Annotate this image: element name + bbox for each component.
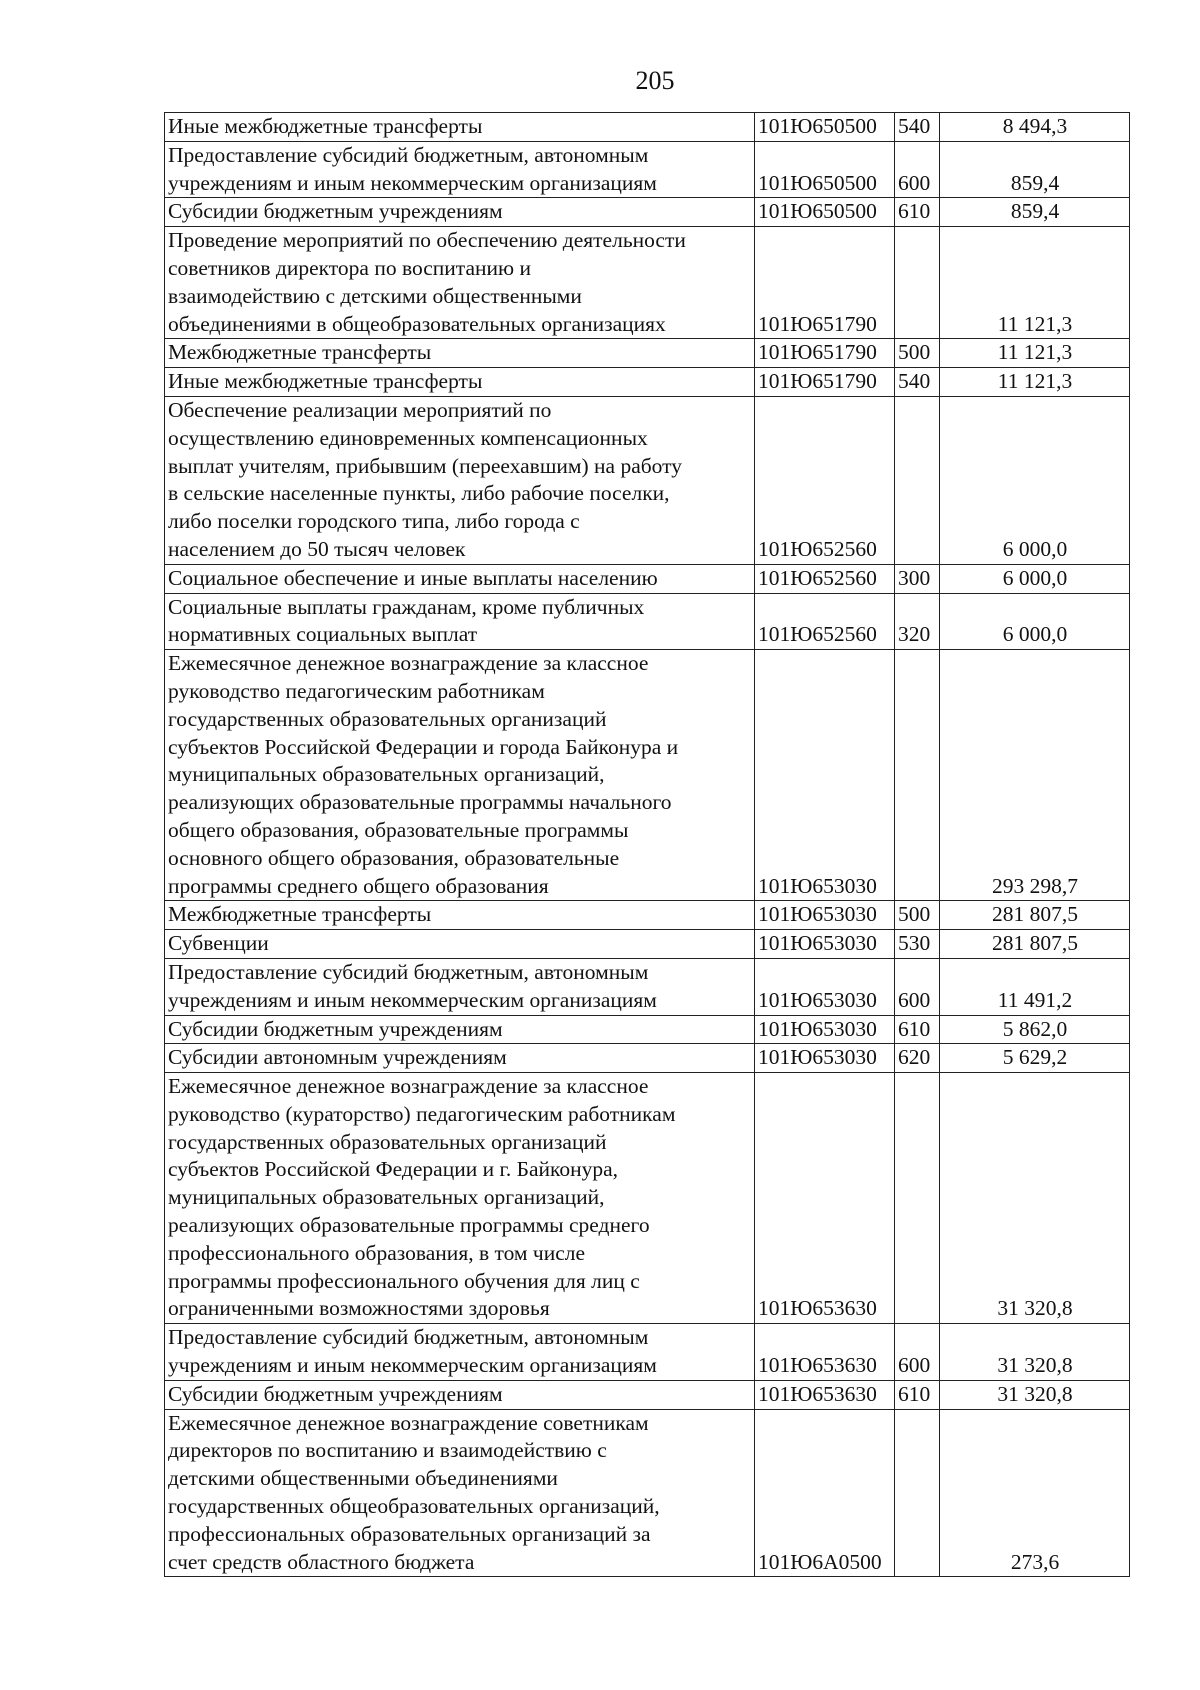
- expense-type-code-cell: 610: [895, 198, 940, 227]
- expense-name-cell: [165, 339, 755, 368]
- table-row: [165, 227, 1130, 339]
- amount-cell: 273,6: [940, 1409, 1130, 1577]
- expense-type-code-cell: 600: [895, 141, 940, 198]
- expense-name-line: государственных общеобразовательных организаций,: [168, 1494, 660, 1519]
- expense-type-code-cell: 530: [895, 930, 940, 959]
- amount-cell: 6 000,0: [940, 564, 1130, 593]
- target-article-code-cell: 101Ю651790: [755, 339, 895, 368]
- expense-name-line: Обеспечение реализации мероприятий по: [168, 397, 552, 422]
- amount-cell: 5 862,0: [940, 1015, 1130, 1044]
- expense-name-line: программы среднего общего образования: [168, 873, 549, 898]
- expense-name-line: Субсидии автономным учреждениям: [168, 1045, 507, 1070]
- target-article-code-cell: 101Ю653630: [755, 1324, 895, 1381]
- expense-name-cell: [165, 564, 755, 593]
- expense-name-line: Иные межбюджетные трансферты: [168, 114, 483, 138]
- table-row: [165, 113, 1130, 142]
- expense-name-line: населением до 50 тысяч человек: [168, 536, 466, 561]
- expense-name-line: ограниченными возможностями здоровья: [168, 1296, 550, 1321]
- expense-name-line: Субсидии бюджетным учреждениям: [168, 1016, 503, 1041]
- expense-name-line: Иные межбюджетные трансферты: [168, 369, 483, 394]
- budget-table: [164, 112, 1130, 1577]
- table-row: [165, 141, 1130, 198]
- expense-name-cell: [165, 1073, 755, 1324]
- expense-name-cell: [165, 958, 755, 1015]
- expense-type-code-cell: 300: [895, 564, 940, 593]
- expense-name-line: в сельские населенные пункты, либо рабочие поселки,: [168, 481, 670, 506]
- expense-name-line: советников директора по воспитанию и: [168, 255, 531, 280]
- amount-cell: 11 121,3: [940, 227, 1130, 339]
- expense-name-line: муниципальных образовательных организаций,: [168, 1185, 605, 1210]
- expense-name-cell: [165, 593, 755, 650]
- expense-name-line: общего образования, образовательные программы: [168, 817, 629, 842]
- target-article-code-cell: 101Ю653030: [755, 958, 895, 1015]
- expense-name-line: субъектов Российской Федерации и города Байконура и: [168, 734, 679, 759]
- expense-name-line: директоров по воспитанию и взаимодействию с: [168, 1438, 607, 1463]
- expense-name-line: нормативных социальных выплат: [168, 622, 478, 647]
- expense-name-line: либо поселки городского типа, либо города с: [168, 509, 580, 534]
- target-article-code-cell: 101Ю653030: [755, 901, 895, 930]
- amount-cell: 859,4: [940, 198, 1130, 227]
- table-row: [165, 1409, 1130, 1577]
- expense-name-cell: [165, 1324, 755, 1381]
- expense-name-cell: [165, 227, 755, 339]
- expense-type-code-cell: 540: [895, 113, 940, 142]
- table-row: [165, 901, 1130, 930]
- expense-name-cell: [165, 113, 755, 142]
- amount-cell: 8 494,3: [940, 113, 1130, 142]
- expense-name-line: Предоставление субсидий бюджетным, автономным: [168, 1325, 649, 1350]
- expense-type-code-cell: 620: [895, 1044, 940, 1073]
- table-row: [165, 198, 1130, 227]
- target-article-code-cell: 101Ю650500: [755, 198, 895, 227]
- expense-name-line: выплат учителям, прибывшим (переехавшим) на работу: [168, 453, 683, 478]
- expense-name-line: осуществлению единовременных компенсационных: [168, 425, 648, 450]
- target-article-code-cell: 101Ю652560: [755, 593, 895, 650]
- target-article-code-cell: 101Ю653630: [755, 1073, 895, 1324]
- target-article-code-cell: 101Ю653030: [755, 1044, 895, 1073]
- expense-name-cell: [165, 930, 755, 959]
- target-article-code-cell: 101Ю653030: [755, 930, 895, 959]
- expense-name-line: счет средств областного бюджета: [168, 1549, 475, 1574]
- target-article-code-cell: 101Ю650500: [755, 141, 895, 198]
- expense-name-line: объединениями в общеобразовательных организациях: [168, 311, 666, 336]
- expense-name-cell: [165, 901, 755, 930]
- expense-name-cell: [165, 368, 755, 397]
- expense-name-line: Предоставление субсидий бюджетным, автономным: [168, 142, 649, 167]
- expense-type-code-cell: [895, 227, 940, 339]
- expense-name-line: учреждениям и иным некоммерческим организациям: [168, 1353, 657, 1378]
- expense-type-code-cell: [895, 1409, 940, 1577]
- expense-name-cell: [165, 1015, 755, 1044]
- expense-name-line: профессиональных образовательных организаций за: [168, 1521, 651, 1546]
- amount-cell: 6 000,0: [940, 593, 1130, 650]
- expense-name-line: государственных образовательных организаций: [168, 1129, 607, 1154]
- expense-type-code-cell: [895, 1073, 940, 1324]
- target-article-code-cell: 101Ю653630: [755, 1380, 895, 1409]
- expense-type-code-cell: 600: [895, 1324, 940, 1381]
- expense-name-cell: [165, 141, 755, 198]
- table-row: [165, 593, 1130, 650]
- expense-type-code-cell: 540: [895, 368, 940, 397]
- expense-name-line: руководство педагогическим работникам: [168, 678, 545, 703]
- target-article-code-cell: 101Ю651790: [755, 227, 895, 339]
- expense-type-code-cell: 320: [895, 593, 940, 650]
- target-article-code-cell: 101Ю6А0500: [755, 1409, 895, 1577]
- expense-name-line: программы профессионального обучения для лиц с: [168, 1268, 640, 1293]
- amount-cell: 6 000,0: [940, 396, 1130, 564]
- expense-name-line: Межбюджетные трансферты: [168, 340, 432, 365]
- expense-name-cell: [165, 1044, 755, 1073]
- expense-type-code-cell: 500: [895, 339, 940, 368]
- expense-type-code-cell: [895, 396, 940, 564]
- expense-name-line: Ежемесячное денежное вознаграждение за классное: [168, 1074, 649, 1099]
- table-row: [165, 1073, 1130, 1324]
- target-article-code-cell: 101Ю652560: [755, 564, 895, 593]
- expense-name-line: учреждениям и иным некоммерческим организациям: [168, 170, 657, 195]
- budget-table-body: [165, 113, 1130, 1577]
- table-row: [165, 1380, 1130, 1409]
- table-row: [165, 1044, 1130, 1073]
- expense-name-line: основного общего образования, образовательные: [168, 845, 620, 870]
- expense-name-line: Предоставление субсидий бюджетным, автономным: [168, 959, 649, 984]
- expense-name-cell: [165, 396, 755, 564]
- expense-name-line: субъектов Российской Федерации и г. Байконура,: [168, 1157, 619, 1182]
- expense-name-line: детскими общественными объединениями: [168, 1466, 558, 1491]
- amount-cell: 293 298,7: [940, 650, 1130, 901]
- amount-cell: 11 121,3: [940, 368, 1130, 397]
- target-article-code-cell: 101Ю651790: [755, 368, 895, 397]
- expense-name-cell: [165, 650, 755, 901]
- target-article-code-cell: 101Ю650500: [755, 113, 895, 142]
- page-number: 205: [635, 66, 675, 95]
- target-article-code-cell: 101Ю653030: [755, 1015, 895, 1044]
- expense-name-cell: [165, 1380, 755, 1409]
- target-article-code-cell: 101Ю653030: [755, 650, 895, 901]
- expense-type-code-cell: 610: [895, 1015, 940, 1044]
- table-row: [165, 564, 1130, 593]
- amount-cell: 5 629,2: [940, 1044, 1130, 1073]
- expense-name-line: Субсидии бюджетным учреждениям: [168, 199, 503, 224]
- expense-name-cell: [165, 1409, 755, 1577]
- expense-name-line: Ежемесячное денежное вознаграждение за классное: [168, 651, 649, 676]
- expense-name-line: реализующих образовательные программы начального: [168, 790, 672, 815]
- expense-name-line: Субсидии бюджетным учреждениям: [168, 1381, 503, 1406]
- amount-cell: 859,4: [940, 141, 1130, 198]
- expense-name-line: Ежемесячное денежное вознаграждение советникам: [168, 1410, 649, 1435]
- expense-name-line: Межбюджетные трансферты: [168, 902, 432, 927]
- expense-type-code-cell: 600: [895, 958, 940, 1015]
- table-row: [165, 339, 1130, 368]
- expense-name-line: взаимодействию с детскими общественными: [168, 283, 582, 308]
- amount-cell: 11 491,2: [940, 958, 1130, 1015]
- amount-cell: 281 807,5: [940, 901, 1130, 930]
- amount-cell: 31 320,8: [940, 1380, 1130, 1409]
- table-row: [165, 930, 1130, 959]
- table-row: [165, 650, 1130, 901]
- expense-name-line: Проведение мероприятий по обеспечению деятельности: [168, 228, 686, 253]
- table-row: [165, 1324, 1130, 1381]
- expense-name-line: Социальное обеспечение и иные выплаты населению: [168, 565, 658, 590]
- expense-type-code-cell: [895, 650, 940, 901]
- amount-cell: 31 320,8: [940, 1324, 1130, 1381]
- expense-type-code-cell: 500: [895, 901, 940, 930]
- expense-name-line: учреждениям и иным некоммерческим организациям: [168, 987, 657, 1012]
- amount-cell: 281 807,5: [940, 930, 1130, 959]
- expense-name-line: государственных образовательных организаций: [168, 706, 607, 731]
- expense-name-line: руководство (кураторство) педагогическим работникам: [168, 1101, 676, 1126]
- expense-name-cell: [165, 198, 755, 227]
- expense-type-code-cell: 610: [895, 1380, 940, 1409]
- expense-name-line: муниципальных образовательных организаций,: [168, 762, 605, 787]
- table-row: [165, 958, 1130, 1015]
- expense-name-line: Социальные выплаты гражданам, кроме публичных: [168, 594, 645, 619]
- amount-cell: 31 320,8: [940, 1073, 1130, 1324]
- expense-name-line: Субвенции: [168, 931, 269, 956]
- expense-name-line: профессионального образования, в том числе: [168, 1240, 586, 1265]
- table-row: [165, 368, 1130, 397]
- table-row: [165, 396, 1130, 564]
- amount-cell: 11 121,3: [940, 339, 1130, 368]
- table-row: [165, 1015, 1130, 1044]
- expense-name-line: реализующих образовательные программы среднего: [168, 1213, 650, 1238]
- target-article-code-cell: 101Ю652560: [755, 396, 895, 564]
